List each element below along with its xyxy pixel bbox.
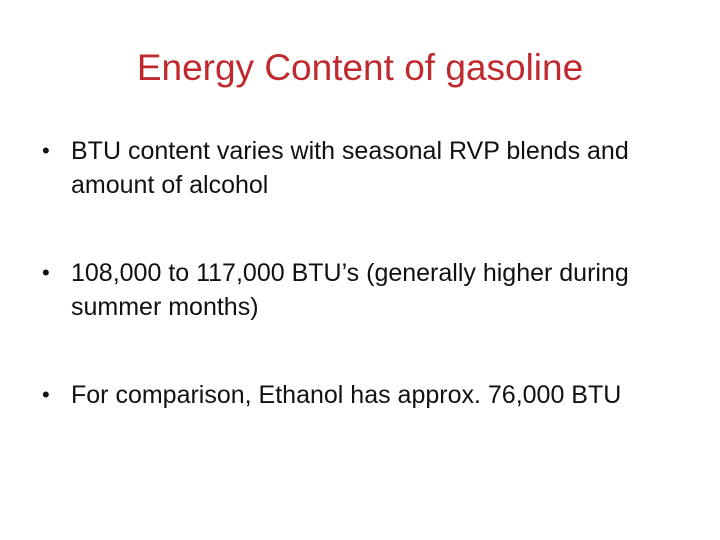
slide-title: Energy Content of gasoline [136,47,584,88]
bullet-list [40,134,680,466]
bullet-marker: • [42,260,50,285]
bullet-text: 108,000 to 117,000 BTU’s (generally higher during summer months) [71,259,629,321]
bullet-marker: • [42,138,50,163]
bullet-item [40,256,680,324]
bullet-item [40,134,680,202]
bullet-marker: • [42,382,50,407]
bullet-text: BTU content varies with seasonal RVP blends and amount of alcohol [71,137,629,199]
bullet-text: For comparison, Ethanol has approx. 76,000 BTU [71,381,622,409]
bullet-item [40,378,680,412]
